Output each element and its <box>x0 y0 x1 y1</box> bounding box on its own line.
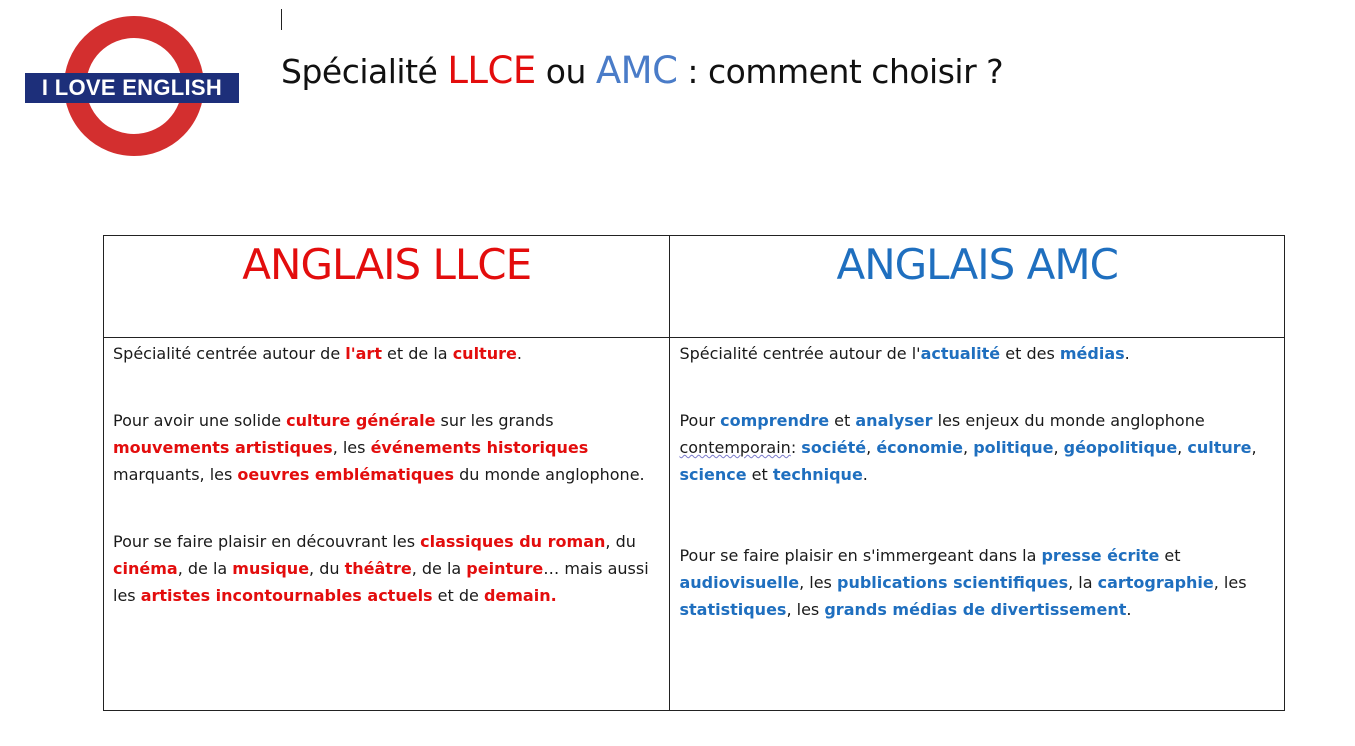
keyword: science <box>679 465 747 484</box>
keyword: presse écrite <box>1041 546 1160 565</box>
title-llce: LLCE <box>447 49 536 92</box>
text: marquants, les <box>113 465 238 484</box>
text: , la <box>1068 573 1098 592</box>
text: , du <box>605 532 636 551</box>
text: et <box>829 411 856 430</box>
keyword: l'art <box>345 344 382 363</box>
text: : <box>790 438 802 457</box>
keyword: peinture <box>466 559 544 578</box>
logo-text: I LOVE ENGLISH <box>41 75 223 100</box>
text: et de la <box>381 344 453 363</box>
i-love-english-logo <box>24 16 244 156</box>
text: Spécialité centrée autour de l' <box>679 344 921 363</box>
keyword: culture <box>452 344 517 363</box>
text: , <box>866 438 877 457</box>
keyword: culture générale <box>286 411 436 430</box>
amc-paragraph-focus <box>679 340 1276 367</box>
text: , les <box>332 438 371 457</box>
llce-paragraph-pleasure <box>113 528 661 609</box>
text: sur les grands <box>435 411 554 430</box>
text: Spécialité centrée autour de <box>113 344 346 363</box>
text: , <box>1053 438 1064 457</box>
keyword: culture <box>1187 438 1252 457</box>
text: les enjeux du monde anglophone <box>932 411 1205 430</box>
text: . <box>1126 600 1132 619</box>
title-part1: Spécialité <box>281 52 448 91</box>
keyword: demain. <box>483 586 557 605</box>
amc-header: ANGLAIS AMC <box>670 236 1285 338</box>
table-body-row <box>104 338 1285 711</box>
text: Pour se faire plaisir en découvrant les <box>113 532 421 551</box>
text-cursor <box>281 9 282 30</box>
llce-paragraph-focus <box>113 340 661 367</box>
keyword: publications scientifiques <box>836 573 1069 592</box>
amc-paragraph-pleasure <box>679 542 1276 623</box>
keyword: musique <box>232 559 310 578</box>
text: , de la <box>177 559 233 578</box>
text: , les <box>799 573 837 592</box>
text: et <box>746 465 773 484</box>
text: du monde anglophone. <box>454 465 645 484</box>
comparison-table <box>103 235 1285 711</box>
amc-paragraph-understand <box>679 407 1276 488</box>
text: , de la <box>411 559 467 578</box>
keyword: événements historiques <box>370 438 589 457</box>
keyword: audiovisuelle <box>679 573 800 592</box>
page-title <box>281 44 1003 99</box>
llce-header: ANGLAIS LLCE <box>104 236 670 338</box>
keyword: classiques du roman <box>420 532 606 551</box>
text: , du <box>309 559 345 578</box>
keyword: théâtre <box>344 559 412 578</box>
text: Pour <box>679 411 721 430</box>
keyword: économie <box>876 438 964 457</box>
keyword: artistes incontournables actuels <box>140 586 433 605</box>
text: Pour se faire plaisir en s'immergeant dans la <box>679 546 1042 565</box>
spellcheck-word: contemporain <box>679 438 791 457</box>
text: , <box>1177 438 1188 457</box>
keyword: géopolitique <box>1063 438 1178 457</box>
amc-description <box>670 338 1285 711</box>
text: . <box>516 344 522 363</box>
text: , les <box>786 600 825 619</box>
text: , <box>1251 438 1257 457</box>
keyword: mouvements artistiques <box>113 438 333 457</box>
keyword: cinéma <box>113 559 178 578</box>
title-part3: : comment choisir ? <box>677 52 1004 91</box>
text: Pour avoir une solide <box>113 411 287 430</box>
keyword: cartographie <box>1097 573 1214 592</box>
text: . <box>862 465 868 484</box>
text: , les <box>1213 573 1247 592</box>
table-header-row <box>104 236 1285 338</box>
keyword: médias <box>1059 344 1125 363</box>
keyword: actualité <box>920 344 1001 363</box>
keyword: statistiques <box>679 600 787 619</box>
text: . <box>1124 344 1130 363</box>
title-amc: AMC <box>595 49 678 92</box>
title-part2: ou <box>535 52 596 91</box>
text: … mais aussi les <box>113 559 649 605</box>
text: et de <box>432 586 484 605</box>
keyword: grands médias de divertissement <box>824 600 1127 619</box>
keyword: technique <box>772 465 863 484</box>
llce-description <box>104 338 670 711</box>
text: , <box>963 438 974 457</box>
keyword: analyser <box>855 411 933 430</box>
keyword: oeuvres emblématiques <box>237 465 455 484</box>
keyword: société <box>801 438 867 457</box>
text: et <box>1159 546 1181 565</box>
keyword: politique <box>973 438 1054 457</box>
llce-paragraph-culture <box>113 407 661 488</box>
text: et des <box>1000 344 1060 363</box>
keyword: comprendre <box>720 411 830 430</box>
